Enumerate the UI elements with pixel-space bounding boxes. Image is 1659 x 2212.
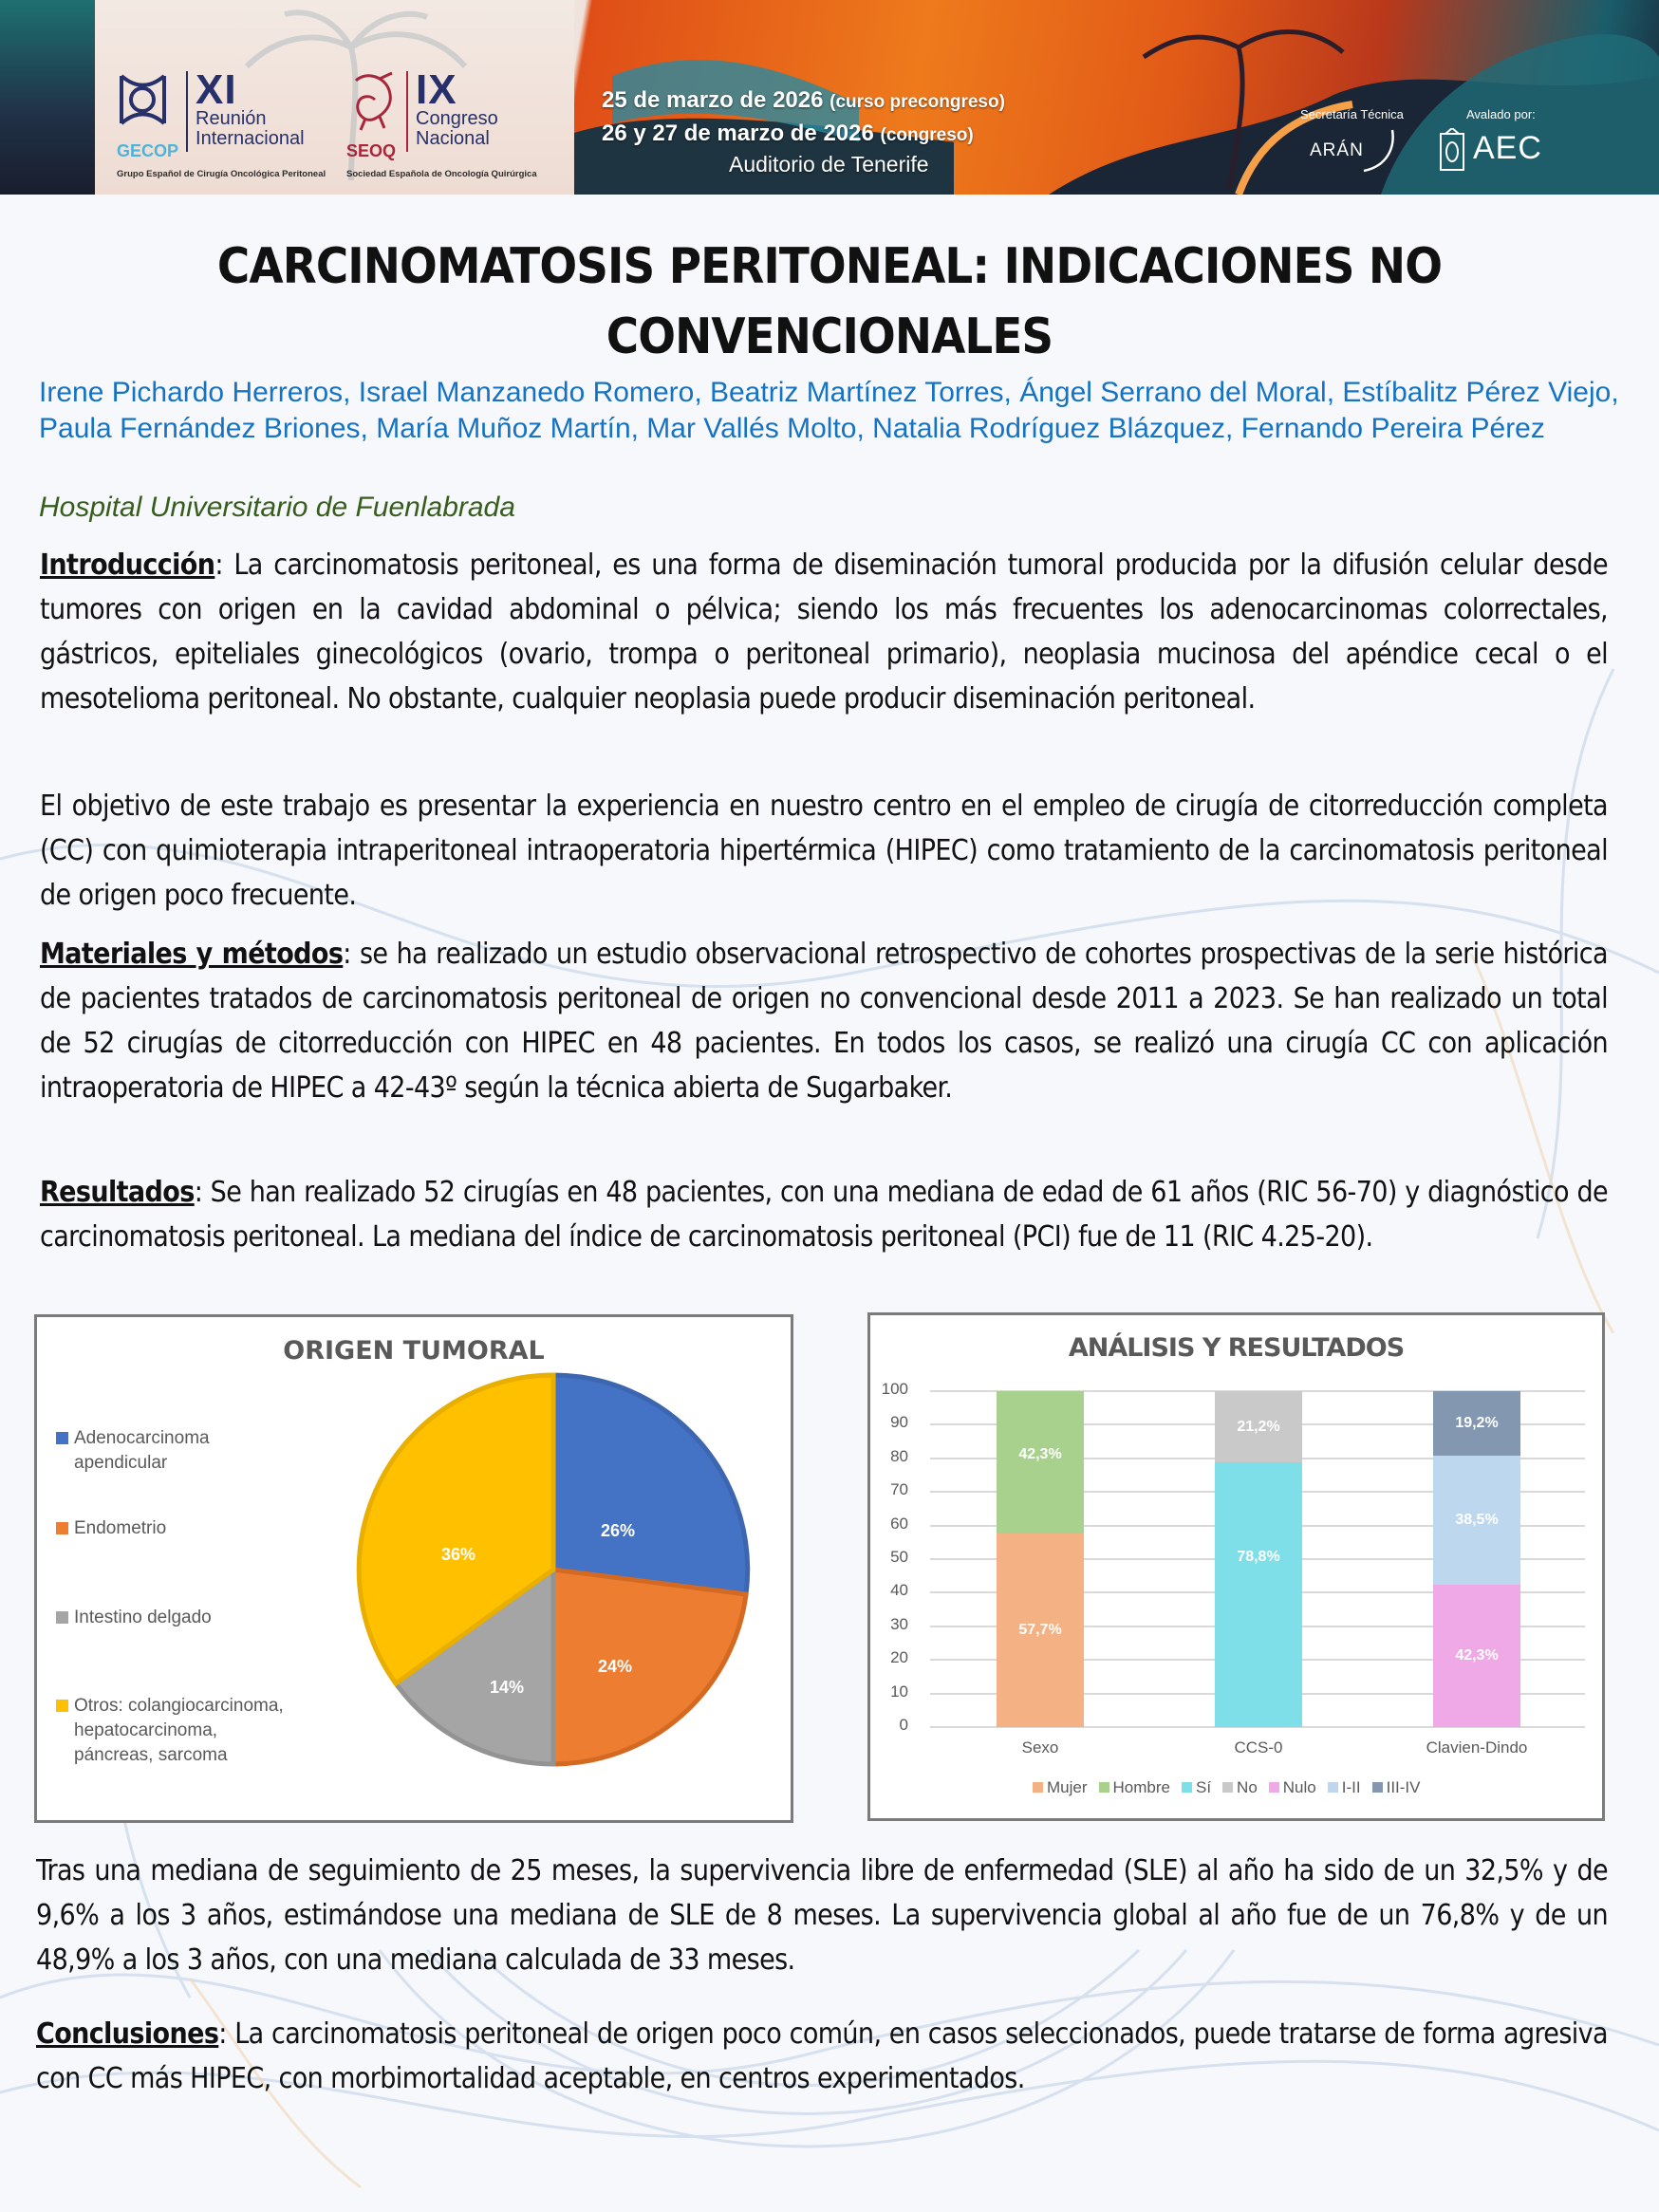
ytick-70: 70 <box>890 1480 908 1498</box>
objective-text: El objetivo de este trabajo es presentar la experiencia en nuestro centro en el empleo de cirugía de citorreducción completa (CC) con quimioterapia intraperitoneal intraoperatoria hipertérmica (HIPEC) como tratamiento de la carcinomatosis peritoneal de origen poco frecuente. <box>40 790 1608 912</box>
pie-chart-origen-tumoral <box>34 1314 793 1823</box>
ytick-30: 30 <box>890 1615 908 1633</box>
introduction-text: : La carcinomatosis peritoneal, es una forma de diseminación tumoral producida por la difusión celular desde tumores con origen en la cavidad abdominal o pélvica; siendo los más frecuentes los adenocarcinomas colorrectales, gástricos, epiteliales ginecológicos (ovario, trompa o peritoneal primario), neoplasia mucinosa del apéndice cecal o el mesotelioma peritoneal. No obstante, cualquier neoplasia puede producir diseminación peritoneal. <box>40 548 1608 716</box>
aran-swoosh-icon <box>1359 128 1397 176</box>
introduction-section <box>40 543 1608 721</box>
bar-chart-legend <box>1033 1778 1421 1797</box>
precongress-note: (curso precongreso) <box>830 92 1005 112</box>
methods-section <box>40 932 1608 1110</box>
legend-label: Adenocarcinoma <box>74 1428 210 1448</box>
aran-logo: ARÁN <box>1310 140 1364 160</box>
internacional-label: Internacional <box>196 128 305 149</box>
bar-segment-nulo <box>1433 1585 1520 1727</box>
legend-label: Endometrio <box>74 1518 167 1538</box>
bar-segment-si <box>1215 1462 1302 1727</box>
banner-foliage-left <box>0 0 95 195</box>
conclusions-heading: Conclusiones <box>36 2017 219 2051</box>
conclusions-text: : La carcinomatosis peritoneal de origen poco común, en casos seleccionados, puede tratarse de forma agresiva con CC más HIPEC, con morbimortalidad aceptable, en centros experimentados. <box>36 2017 1608 2095</box>
bar-chart-title: ANÁLISIS Y RESULTADOS <box>1068 1333 1405 1363</box>
legend-label: Sí <box>1195 1778 1212 1796</box>
segment-label: 21,2% <box>1237 1418 1280 1435</box>
legend-iii-iv <box>1372 1778 1421 1797</box>
xtick-sexo: Sexo <box>1021 1738 1059 1757</box>
legend-si <box>1182 1778 1211 1797</box>
ytick-0: 0 <box>899 1716 908 1734</box>
legend-nulo <box>1269 1778 1316 1797</box>
legend-label: Intestino delgado <box>74 1608 212 1627</box>
bar-segment-iii-iv <box>1433 1391 1520 1456</box>
legend-label-line2: hepatocarcinoma, <box>74 1720 218 1740</box>
precongress-date-text: 25 de marzo de 2026 <box>602 87 824 113</box>
bar-segment-no <box>1215 1391 1302 1462</box>
legend-label: Otros: colangiocarcinoma, <box>74 1696 284 1716</box>
legend-label-line2: apendicular <box>74 1453 168 1473</box>
seoq-emblem-icon <box>346 71 399 138</box>
segment-label: 57,7% <box>1018 1622 1062 1638</box>
pie-label-14: 14% <box>490 1678 525 1697</box>
legend-swatch <box>1372 1782 1383 1793</box>
aec-logo: AEC <box>1473 130 1542 166</box>
pie-chart-title: ORIGEN TUMORAL <box>283 1336 545 1366</box>
methods-heading: Materiales y métodos <box>40 938 344 971</box>
xtick-clavien-dindo: Clavien-Dindo <box>1426 1738 1528 1757</box>
avalado-label: Avalado por: <box>1466 107 1536 121</box>
congreso-numeral: IX <box>416 66 457 113</box>
ytick-90: 90 <box>890 1413 908 1431</box>
bar-segment-i-ii <box>1433 1456 1520 1585</box>
results-heading: Resultados <box>40 1176 195 1209</box>
segment-label: 78,8% <box>1237 1548 1280 1565</box>
aec-crest-icon <box>1438 128 1466 174</box>
seoq-logo <box>346 66 498 160</box>
pie-label-24: 24% <box>598 1657 633 1676</box>
ytick-10: 10 <box>890 1682 908 1701</box>
legend-swatch <box>1182 1782 1192 1793</box>
legend-label: I-II <box>1341 1778 1361 1796</box>
segment-label: 19,2% <box>1455 1415 1499 1431</box>
secretaria-label: Secretaría Técnica <box>1300 107 1404 121</box>
legend-label: Nulo <box>1282 1778 1316 1796</box>
gecop-emblem-icon <box>117 71 169 138</box>
nacional-label: Nacional <box>416 128 490 149</box>
segment-label: 42,3% <box>1455 1647 1499 1664</box>
segment-label: 42,3% <box>1018 1446 1062 1462</box>
pie-graphic <box>37 1317 791 1820</box>
ytick-20: 20 <box>890 1648 908 1666</box>
ytick-60: 60 <box>890 1515 908 1533</box>
bar-segment-hombre <box>997 1391 1084 1534</box>
segment-label: 38,5% <box>1455 1512 1499 1528</box>
legend-swatch <box>1099 1782 1109 1793</box>
legend-swatch <box>1033 1782 1043 1793</box>
results-text: : Se han realizado 52 cirugías en 48 pacientes, con una mediana de edad de 61 años (RIC 56-70) y diagnóstico de carcinomatosis peritoneal. La mediana del índice de carcinomatosis peritoneal (PCI) fue de 11 (RIC 4.25-20). <box>40 1176 1608 1254</box>
legend-no <box>1222 1778 1258 1797</box>
legend-swatch <box>1222 1782 1233 1793</box>
ytick-40: 40 <box>890 1581 908 1599</box>
survival-text: Tras una mediana de seguimiento de 25 meses, la supervivencia libre de enfermedad (SLE) al año ha sido de un 32,5% y de 9,6% a los 3 años, estimándose una mediana de SLE de 8 meses. La supervivencia global al año fue de un 76,8% y de un 48,9% a los 3 años, con una mediana calculada de 33 meses. <box>36 1854 1608 1977</box>
pie-label-36: 36% <box>441 1545 476 1564</box>
bar-segment-mujer <box>997 1534 1084 1727</box>
bar-chart-analisis-resultados <box>867 1312 1605 1821</box>
reunion-label: Reunión <box>196 108 267 129</box>
ytick-80: 80 <box>890 1447 908 1465</box>
legend-label: No <box>1237 1778 1258 1796</box>
legend-i-ii <box>1328 1778 1361 1797</box>
legend-label: III-IV <box>1386 1778 1421 1796</box>
conference-banner <box>0 0 1659 195</box>
gecop-fullname: Grupo Español de Cirugía Oncológica Peritoneal <box>117 169 326 179</box>
author-list: Irene Pichardo Herreros, Israel Manzanedo Romero, Beatriz Martínez Torres, Ángel Serrano del Moral, Estíbalitz Pérez Viejo, Paula Fernández Briones, María Muñoz Martín, Mar Vallés Molto, Natalia Rodríguez Blázquez, Fernando Pereira Pérez <box>39 377 1619 444</box>
congreso-label: Congreso <box>416 108 498 129</box>
methods-text: : se ha realizado un estudio observacional retrospectivo de cohortes prospectivas de la serie histórica de pacientes tratados de carcinomatosis peritoneal de origen no convencional desde 2011 a 2023. Se han realizado un total de 52 cirugías de citorreducción con HIPEC en 48 pacientes. En todos los casos, se realizó una cirugía CC con aplicación intraoperatoria de HIPEC a 42-43º según la técnica abierta de Sugarbaker. <box>40 938 1608 1105</box>
gecop-logo <box>117 66 305 160</box>
seoq-acronym: SEOQ <box>346 141 397 160</box>
legend-label: Hombre <box>1112 1778 1170 1796</box>
ytick-100: 100 <box>881 1380 908 1398</box>
legend-label-line3: páncreas, sarcoma <box>74 1745 228 1765</box>
precongress-date <box>602 87 1005 114</box>
congress-date-text: 26 y 27 de marzo de 2026 <box>602 121 874 146</box>
results-section <box>40 1170 1608 1259</box>
affiliation: Hospital Universitario de Fuenlabrada <box>39 492 515 523</box>
survival-paragraph <box>36 1849 1608 1982</box>
legend-mujer <box>1033 1778 1088 1797</box>
congress-note: (congreso) <box>880 125 974 145</box>
pie-label-26: 26% <box>601 1521 636 1540</box>
ytick-50: 50 <box>890 1548 908 1566</box>
legend-label: Mujer <box>1047 1778 1088 1796</box>
gecop-acronym: GECOP <box>117 141 179 160</box>
venue: Auditorio de Tenerife <box>729 152 929 177</box>
legend-swatch <box>1328 1782 1338 1793</box>
objective-paragraph <box>40 784 1608 918</box>
xtick-ccs0: CCS-0 <box>1234 1738 1283 1757</box>
legend-hombre <box>1099 1778 1170 1797</box>
conclusions-section <box>36 2012 1608 2101</box>
pie-slice-adenocarcinoma <box>553 1375 748 1594</box>
reunion-numeral: XI <box>196 66 237 113</box>
legend-swatch <box>1269 1782 1279 1793</box>
congress-date <box>602 121 974 147</box>
logo-divider <box>186 71 188 152</box>
poster-title: CARCINOMATOSIS PERITONEAL: INDICACIONES NO CONVENCIONALES <box>216 238 1443 365</box>
introduction-heading: Introducción <box>40 548 215 582</box>
logo-divider <box>406 71 408 152</box>
seoq-fullname: Sociedad Española de Oncología Quirúrgica <box>346 169 537 179</box>
pie-slice-endometrio <box>553 1570 746 1764</box>
